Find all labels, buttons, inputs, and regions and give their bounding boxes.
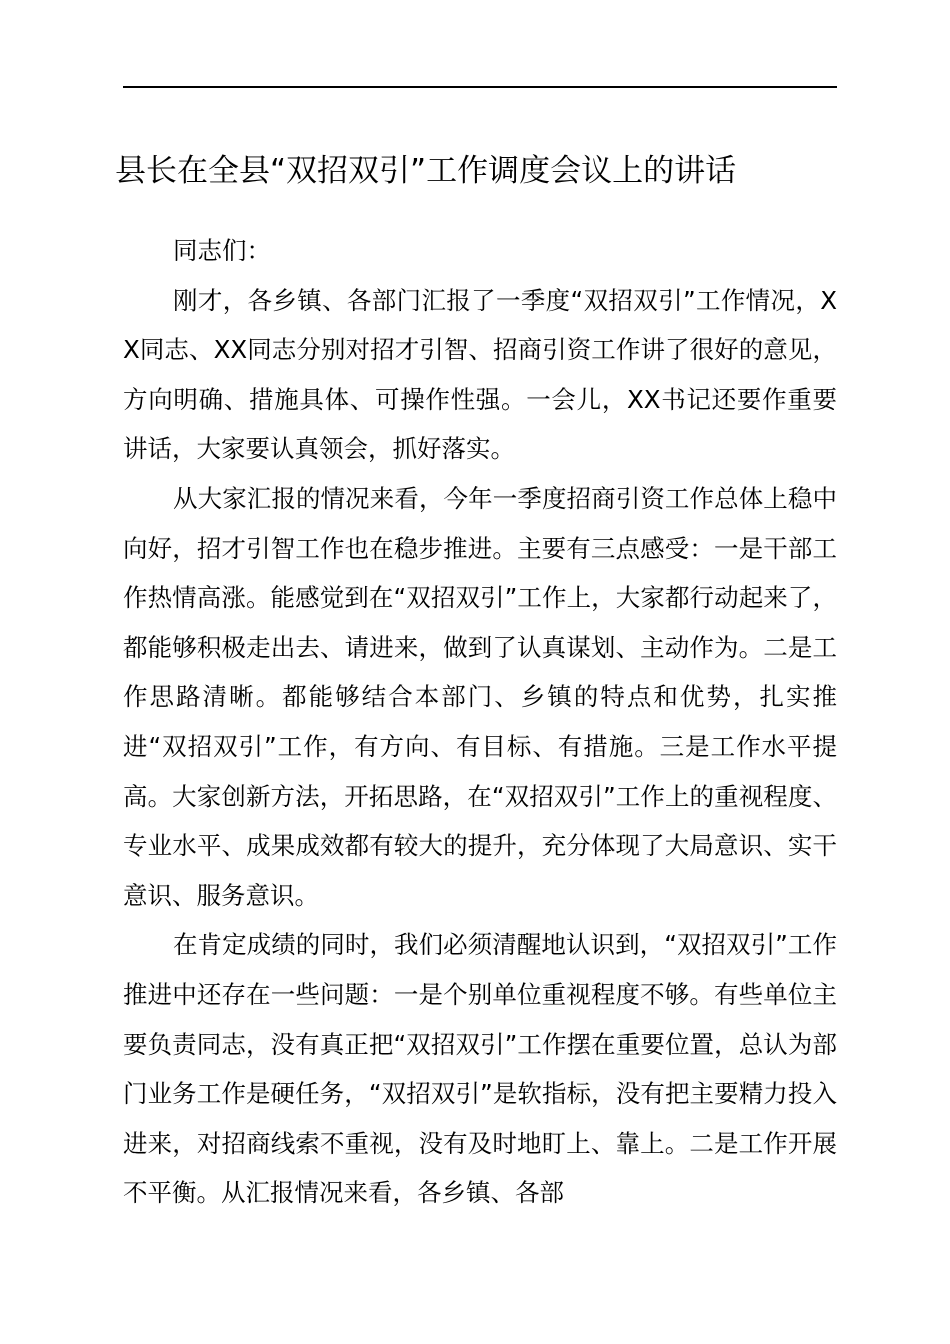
salutation: 同志们： — [173, 236, 271, 265]
header-rule — [123, 86, 837, 88]
document-title: 县长在全县“双招双引”工作调度会议上的讲话 — [115, 153, 737, 189]
document-body — [123, 226, 837, 1218]
paragraph-2: 从大家汇报的情况来看，今年一季度招商引资工作总体上稳中向好，招才引智工作也在稳步推进。主要有三点感受：一是干部工作热情高涨。能感觉到在“双招双引”工作上，大家都行动起来了，都能够积极走出去、请进来，做到了认真谋划、主动作为。二是工作思路清晰。都能够结合本部门、乡镇的特点和优势，扎实推进“双招双引”工作，有方向、有目标、有措施。三是工作水平提高。大家创新方法，开拓思路，在“双招双引”工作上的重视程度、专业水平、成果成效都有较大的提升，充分体现了大局意识、实干意识、服务意识。 — [123, 483, 837, 910]
paragraph-1: 刚才，各乡镇、各部门汇报了一季度“双招双引”工作情况，XX同志、XX同志分别对招才引智、招商引资工作讲了很好的意见，方向明确、措施具体、可操作性强。一会儿，XX书记还要作重要讲话，大家要认真领会，抓好落实。 — [123, 285, 837, 464]
paragraph-3: 在肯定成绩的同时，我们必须清醒地认识到，“双招双引”工作推进中还存在一些问题：一是个别单位重视程度不够。有些单位主要负责同志，没有真正把“双招双引”工作摆在重要位置，总认为部门业务工作是硬任务，“双招双引”是软指标，没有把主要精力投入进来，对招商线索不重视，没有及时地盯上、靠上。二是工作开展不平衡。从汇报情况来看，各乡镇、各部 — [123, 930, 837, 1208]
